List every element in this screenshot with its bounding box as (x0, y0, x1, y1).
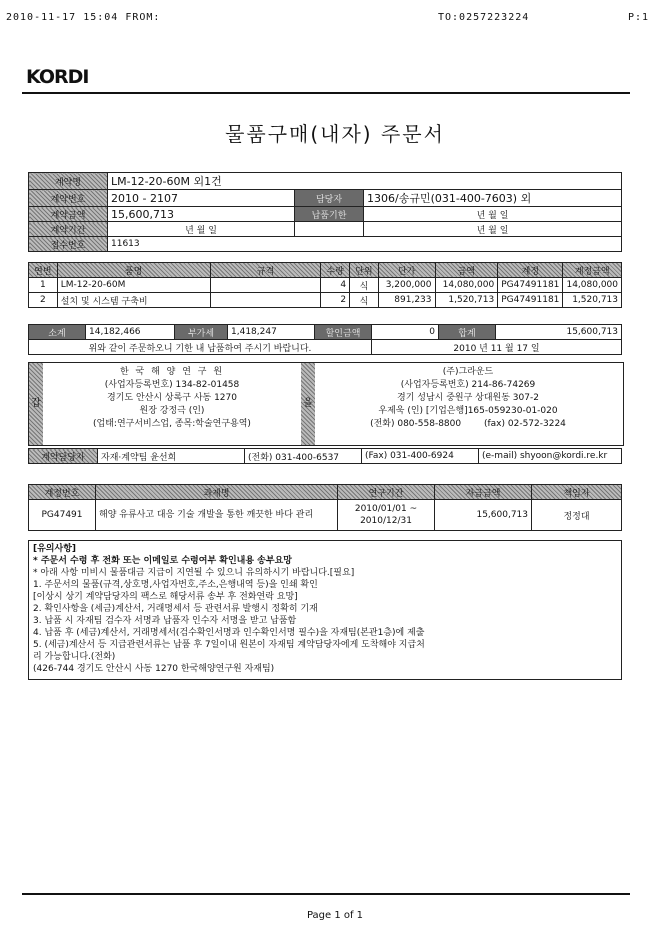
bottom-rule (22, 893, 630, 895)
acct-col-account: 계정번호 (29, 485, 96, 500)
col-price: 단가 (378, 263, 435, 278)
notes-line: 2. 확인사항을 (세금)계산서, 거래명세서 등 관련서류 발행시 정확히 기재 (33, 604, 318, 614)
row-account: PG47491181 (498, 278, 563, 293)
vat-label: 부가세 (175, 325, 228, 340)
amount-label: 계약금액 (29, 207, 108, 222)
seller-phone-fax (315, 418, 621, 431)
order-date: 2010 년 11 월 17 일 (372, 340, 622, 355)
acct-col-period: 연구기간 (338, 485, 435, 500)
contract-no-label: 계약번호 (29, 190, 108, 207)
total: 15,600,713 (496, 325, 622, 340)
page-title: 물품구매(내자) 주문서 (225, 122, 445, 146)
row-account: PG47491181 (498, 293, 563, 308)
seller-side-label: 을 (301, 363, 315, 445)
col-amount: 금액 (435, 263, 498, 278)
acct-col-amount: 자금금액 (435, 485, 532, 500)
acct-period (338, 500, 435, 531)
fax-header (6, 8, 664, 24)
discount-label: 할인금액 (315, 325, 372, 340)
row-qty: 2 (321, 293, 350, 308)
contact-email: (e-mail) shyoon@kordi.re.kr (479, 449, 622, 464)
subtotal-label: 소계 (29, 325, 86, 340)
manager: 1306/송규민(031-400-7603) 외 (364, 190, 622, 207)
contract-no: 2010 - 2107 (108, 190, 295, 207)
row-price: 891,233 (378, 293, 435, 308)
discount: 0 (372, 325, 439, 340)
row-no: 2 (29, 293, 58, 308)
acct-account: PG47491 (29, 500, 96, 531)
col-no: 연번 (29, 263, 58, 278)
period-label: 계약기간 (29, 222, 108, 237)
buyer-note: (업태:연구서비스업, 종목:학술연구용역) (93, 419, 251, 429)
period-start: 년 월 일 (108, 222, 295, 237)
notes-line: * 주문서 수령 후 전화 또는 이메일로 수령여부 확인내용 송부요망 (33, 556, 292, 566)
account-table (28, 484, 622, 531)
fax-page: P:1 (628, 12, 650, 23)
table-row (29, 278, 622, 293)
buyer-head: 원장 강정극 (인) (139, 406, 205, 416)
col-spec: 규격 (210, 263, 321, 278)
notes-line: 5. (세금)계산서 등 지급관련서류는 납품 후 7일이내 원본이 자재팀 계약담당자에게 도착해야 지급처 (33, 640, 425, 650)
col-acc-amount: 계정금액 (563, 263, 622, 278)
table-row (29, 293, 622, 308)
row-acc-amount: 1,520,713 (563, 293, 622, 308)
receipt-label: 접수번호 (29, 237, 108, 252)
col-account: 계정 (498, 263, 563, 278)
row-qty: 4 (321, 278, 350, 293)
items-table (28, 262, 622, 308)
seller-info (315, 363, 621, 448)
seller-address: 경기 성남시 중원구 상대원동 307-2 (397, 393, 539, 403)
parties-block (28, 362, 624, 446)
buyer-side-label: 갑 (29, 363, 43, 445)
fax-timestamp: 2010-11-17 15:04 FROM: (6, 12, 161, 23)
contact-table (28, 448, 622, 464)
row-unit: 식 (350, 278, 379, 293)
row-name: LM-12-20-60M (57, 278, 210, 293)
page-footer: Page 1 of 1 (306, 910, 364, 921)
buyer-biz-no: (사업자등록번호) 134-82-01458 (104, 380, 240, 390)
row-unit: 식 (350, 293, 379, 308)
contact-phone: (전화) 031-400-6537 (245, 449, 362, 464)
header-table (28, 172, 622, 252)
row-spec (210, 278, 321, 293)
seller-biz-no: (사업자등록번호) 214-86-74269 (400, 380, 536, 390)
delivery-date: 년 월 일 (364, 207, 622, 222)
receipt-no: 11613 (108, 237, 622, 252)
buyer-name: 한 국 해 양 연 구 원 (119, 367, 225, 377)
kordi-logo: KORDI (26, 66, 89, 88)
row-amount: 1,520,713 (435, 293, 498, 308)
notes-line: [이상시 상기 계약담당자의 팩스로 해당서류 송부 후 전화연락 요망] (33, 592, 298, 602)
row-no: 1 (29, 278, 58, 293)
acct-project: 해양 유류사고 대응 기술 개발을 통한 깨끗한 바다 관리 (96, 500, 338, 531)
notes-heading: [유의사항] (33, 544, 77, 554)
subtotal: 14,182,466 (86, 325, 175, 340)
notes-line: 리 가능합니다.(전화) (33, 652, 116, 662)
top-rule (22, 92, 630, 94)
seller-fax: (fax) 02-572-3224 (483, 419, 566, 429)
buyer-address: 경기도 안산시 상록구 사동 1270 (107, 393, 237, 403)
acct-amount: 15,600,713 (435, 500, 532, 531)
contract-name: LM-12-20-60M 외1건 (108, 173, 622, 190)
buyer-info (43, 363, 301, 448)
request-text: 위와 같이 주문하오니 기한 내 납품하여 주시기 바랍니다. (29, 340, 372, 355)
contact-name: 자재·계약팀 윤선희 (98, 449, 245, 464)
seller-name: (주)그라운드 (442, 367, 494, 377)
manager-label: 담당자 (295, 190, 364, 207)
notes-line: (426-744 경기도 안산시 사동 1270 한국해양연구원 자재팀) (33, 664, 275, 674)
contract-name-label: 계약명 (29, 173, 108, 190)
contact-label: 계약담당자 (29, 449, 98, 464)
contract-amount: 15,600,713 (108, 207, 295, 222)
seller-phone: (전화) 080-558-8800 (370, 419, 462, 429)
notes-line: * 아래 사항 미비시 물품대금 지급이 지연될 수 있으니 유의하시기 바랍니다.[필요] (33, 568, 355, 578)
notes-line: 3. 납품 시 자재팀 검수자 서명과 납품자 인수자 서명을 받고 납품함 (33, 616, 297, 626)
vat: 1,418,247 (228, 325, 315, 340)
row-spec (210, 293, 321, 308)
seller-rep: 우제욱 (인) [기업은행]165-059230-01-020 (378, 406, 558, 416)
acct-col-manager: 책임자 (532, 485, 622, 500)
acct-manager: 정정대 (532, 500, 622, 531)
contact-fax: (Fax) 031-400-6924 (362, 449, 479, 464)
col-qty: 수량 (321, 263, 350, 278)
totals-table (28, 324, 622, 355)
acct-period-end: 2010/12/31 (360, 516, 412, 526)
row-acc-amount: 14,080,000 (563, 278, 622, 293)
table-row (29, 500, 622, 531)
row-amount: 14,080,000 (435, 278, 498, 293)
col-unit: 단위 (350, 263, 379, 278)
period-end: 년 월 일 (364, 222, 622, 237)
total-label: 합계 (439, 325, 496, 340)
row-name: 설치 및 시스템 구축비 (57, 293, 210, 308)
acct-col-project: 과제명 (96, 485, 338, 500)
notes-box (28, 540, 622, 680)
acct-period-start: 2010/01/01 ~ (354, 504, 418, 514)
row-price: 3,200,000 (378, 278, 435, 293)
delivery-label: 납품기한 (295, 207, 364, 222)
notes-line: 4. 납품 후 (세금)계산서, 거래명세서(검수확인서명과 인수확인서명 필수)을 자재팀(본관1층)에 제출 (33, 628, 425, 638)
fax-to: TO:0257223224 (438, 12, 530, 23)
notes-line: 1. 주문서의 물품(규격,상호명,사업자번호,주소,은행내역 등)을 인쇄 확인 (33, 580, 318, 590)
col-name: 품명 (57, 263, 210, 278)
